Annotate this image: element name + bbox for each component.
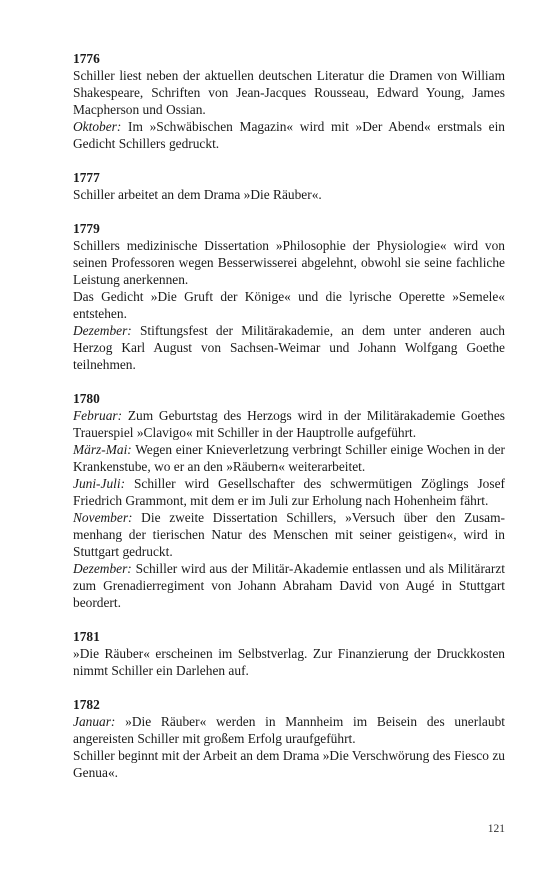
paragraph-text: Schillers medizinische Dissertation »Philosophie der Physiologie« wird von seinen Professoren wegen Besserwisserei abgelehnt, obwohl sie seine fachliche Leistung anerkennen.	[73, 238, 505, 287]
year-heading: 1782	[73, 697, 100, 712]
year-heading: 1776	[73, 51, 100, 66]
paragraph	[73, 407, 505, 441]
section-1780	[73, 390, 505, 611]
month-label: Dezember:	[73, 561, 132, 576]
paragraph	[73, 713, 505, 747]
paragraph	[73, 645, 505, 679]
month-label: März-Mai:	[73, 442, 132, 457]
section-1781	[73, 628, 505, 679]
year-heading: 1781	[73, 629, 100, 644]
paragraph	[73, 288, 505, 322]
paragraph	[73, 747, 505, 781]
section-1777	[73, 169, 505, 203]
paragraph-text: »Die Räuber« erscheinen im Selbstverlag. Zur Finanzierung der Druckkosten nimmt Schiller ein Darlehen auf.	[73, 646, 505, 678]
paragraph-text: »Die Räuber« werden in Mannheim im Beisein des unerlaubt angereisten Schiller mit großem Erfolg uraufgeführt.	[73, 714, 505, 746]
paragraph	[73, 186, 505, 203]
paragraph-text: Zum Geburtstag des Herzogs wird in der Militärakademie Goethes Trauerspiel »Clavigo« mit Schiller in der Hauptrolle aufgeführt.	[73, 408, 505, 440]
paragraph	[73, 560, 505, 611]
month-label: Juni-Juli:	[73, 476, 126, 491]
month-label: Januar:	[73, 714, 116, 729]
paragraph-text: Schiller wird aus der Militär-Akademie entlassen und als Militärarzt zum Grenadierregiment von Johann Abraham David von Augé in Stuttgart beordert.	[73, 561, 505, 610]
paragraph-text: Schiller beginnt mit der Arbeit an dem Drama »Die Verschwörung des Fiesco zu Genua«.	[73, 748, 505, 780]
paragraph-text: Das Gedicht »Die Gruft der Könige« und die lyrische Operette »Semele« entstehen.	[73, 289, 505, 321]
paragraph-text: Schiller arbeitet an dem Drama »Die Räuber«.	[73, 187, 322, 202]
section-1782	[73, 696, 505, 781]
month-label: November:	[73, 510, 133, 525]
paragraph	[73, 475, 505, 509]
paragraph	[73, 67, 505, 118]
chronology-page	[73, 50, 505, 798]
paragraph-text: Wegen einer Knieverletzung verbringt Schiller einige Wochen in der Krankenstube, wo er an den »Räubern« weiterarbeitet.	[73, 442, 505, 474]
paragraph	[73, 441, 505, 475]
month-label: Oktober:	[73, 119, 122, 134]
paragraph	[73, 118, 505, 152]
year-heading: 1777	[73, 170, 100, 185]
paragraph	[73, 509, 505, 560]
paragraph-text: Stiftungsfest der Militärakademie, an dem unter anderen auch Herzog Karl August von Sachsen-Weimar und Johann Wolfgang Goethe teilnehmen.	[73, 323, 505, 372]
page-number: 121	[487, 823, 505, 835]
year-heading: 1779	[73, 221, 100, 236]
section-1776	[73, 50, 505, 152]
paragraph-text: Die zweite Dissertation Schillers, »Versuch über den Zusammenhang der tierischen Natur des Menschen mit seiner geistigen«, wird in Stuttgart gedruckt.	[73, 510, 505, 559]
year-heading: 1780	[73, 391, 100, 406]
paragraph-text: Schiller wird Gesellschafter des schwermütigen Zöglings Josef Friedrich Grammont, mit dem er im Juli zur Erholung nach Hohenheim fährt.	[73, 476, 505, 508]
paragraph-text: Im »Schwäbischen Magazin« wird mit »Der Abend« erstmals ein Gedicht Schillers gedruckt.	[73, 119, 505, 151]
month-label: Februar:	[73, 408, 123, 423]
paragraph-text: Schiller liest neben der aktuellen deutschen Literatur die Dramen von William Shakespeare, Schriften von Jean-Jacques Rousseau, Edward Young, James Macpherson und Ossian.	[73, 68, 505, 117]
paragraph	[73, 237, 505, 288]
section-1779	[73, 220, 505, 373]
paragraph	[73, 322, 505, 373]
month-label: Dezember:	[73, 323, 132, 338]
